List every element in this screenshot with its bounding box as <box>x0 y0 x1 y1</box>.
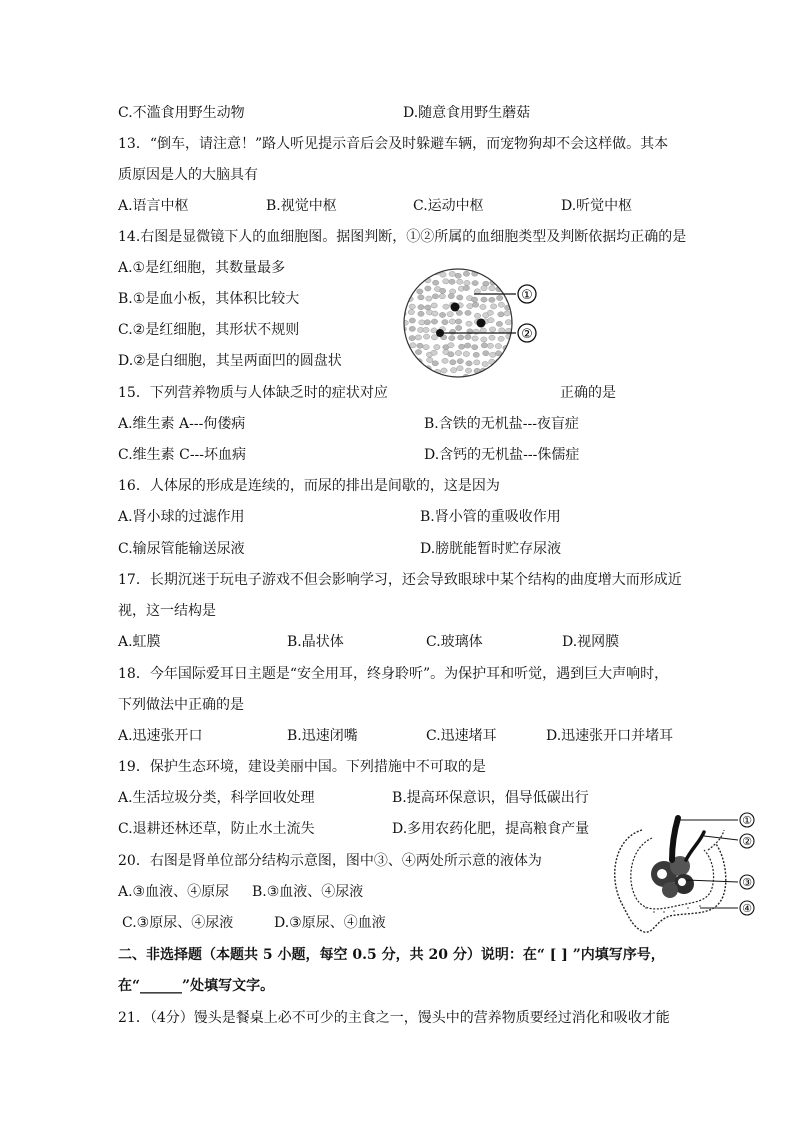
q15-option-d: D.含钙的无机盐---侏儒症 <box>424 447 580 463</box>
red-blood-cell <box>480 328 486 333</box>
q18-stem-line2: 下列做法中正确的是 <box>118 697 244 713</box>
red-blood-cell <box>464 343 470 348</box>
red-blood-cell <box>409 286 415 291</box>
red-blood-cell <box>506 271 512 276</box>
red-blood-cell <box>457 359 463 364</box>
red-blood-cell <box>503 286 509 291</box>
red-blood-cell <box>473 352 479 357</box>
red-blood-cell <box>497 271 503 276</box>
nephron-label-2: ② <box>742 835 752 848</box>
q16-stem: 16．人体尿的形成是连续的，而尿的排出是间歇的，这是因为 <box>118 478 500 494</box>
nephron-diagram <box>604 808 784 938</box>
q19-option-b: B.提高环保意识，倡导低碳出行 <box>392 790 589 806</box>
red-blood-cell <box>457 366 463 371</box>
red-blood-cell <box>426 296 432 301</box>
red-blood-cell <box>443 279 449 284</box>
red-blood-cell <box>410 375 416 378</box>
figure-label-1: ① <box>521 288 533 303</box>
red-blood-cell <box>409 326 415 331</box>
red-blood-cell <box>487 343 493 348</box>
red-blood-cell <box>410 359 416 364</box>
q16-option-a: A.肾小球的过滤作用 <box>118 509 245 525</box>
q19-stem: 19．保护生态环境，建设美丽中国。下列措施中不可取的是 <box>118 759 486 775</box>
red-blood-cell <box>458 344 464 349</box>
red-blood-cell <box>463 285 469 290</box>
red-blood-cell <box>432 294 438 299</box>
q19-option-a: A.生活垃圾分类，科学回收处理 <box>118 790 315 806</box>
red-blood-cell <box>409 304 415 309</box>
red-blood-cell <box>482 361 488 366</box>
section2-heading-line1: 二、非选择题（本题共 5 小题，每空 0.5 分，共 20 分）说明：在“ [ ] ”内填写序号， <box>118 947 665 963</box>
q13-option-c: C.运动中枢 <box>413 198 484 214</box>
nephron-label-1: ① <box>742 814 752 827</box>
red-blood-cell <box>490 304 496 309</box>
red-blood-cell <box>467 303 473 308</box>
red-blood-cell <box>400 326 406 331</box>
red-blood-cell <box>423 345 429 350</box>
q13-option-b: B.视觉中枢 <box>266 198 337 214</box>
q17-option-b: B.晶状体 <box>287 634 344 650</box>
section2-heading-line2: 在“______”处填写文字。 <box>118 978 275 994</box>
red-blood-cell <box>434 377 440 378</box>
red-blood-cell <box>472 302 478 307</box>
red-blood-cell <box>442 320 448 325</box>
q13-stem-line1: 13．“倒车，请注意！”路人听见提示音后会及时躲避车辆，而宠物狗却不会这样做。其本 <box>118 136 669 152</box>
q14-option-c: C.②是红细胞，其形状不规则 <box>118 322 300 338</box>
red-blood-cell <box>482 376 488 378</box>
q18-option-b: B.迅速闭嘴 <box>287 728 358 744</box>
q13-stem-line2: 质原因是人的大脑具有 <box>118 167 258 183</box>
red-blood-cell <box>455 319 461 324</box>
q14-option-a: A.①是红细胞，其数量最多 <box>118 260 286 276</box>
red-blood-cell <box>481 337 487 342</box>
white-blood-cell-nucleus <box>477 319 486 328</box>
red-blood-cell <box>401 302 407 307</box>
red-blood-cell <box>450 360 456 365</box>
figure-label-2: ② <box>521 327 533 342</box>
red-blood-cell <box>464 280 470 285</box>
red-blood-cell <box>448 343 454 348</box>
red-blood-cell <box>449 335 455 340</box>
red-blood-cell <box>439 312 445 317</box>
q18-option-c: C.迅速堵耳 <box>426 728 497 744</box>
red-blood-cell <box>431 319 437 324</box>
q17-option-d: D.视网膜 <box>562 634 620 650</box>
q16-option-c: C.输尿管能输送尿液 <box>118 541 245 557</box>
red-blood-cell <box>496 369 502 374</box>
red-blood-cell <box>431 350 437 355</box>
red-blood-cell <box>499 328 505 333</box>
red-blood-cell <box>443 304 449 309</box>
red-blood-cell <box>449 271 455 276</box>
red-blood-cell <box>442 358 448 363</box>
q17-option-a: A.虹膜 <box>118 634 161 650</box>
nephron-label-3: ③ <box>742 876 752 889</box>
red-blood-cell <box>418 295 424 300</box>
nephron-pointer-3 <box>686 880 738 882</box>
red-blood-cell <box>418 311 424 316</box>
red-blood-cell <box>483 351 489 356</box>
red-blood-cell <box>402 320 408 325</box>
red-blood-cell <box>457 279 463 284</box>
red-blood-cell <box>447 312 453 317</box>
red-blood-cell <box>496 321 502 326</box>
q17-option-c: C.玻璃体 <box>426 634 483 650</box>
red-blood-cell <box>400 334 405 339</box>
red-blood-cell <box>400 287 405 292</box>
red-blood-cell <box>511 273 517 278</box>
red-blood-cell <box>511 313 517 318</box>
red-blood-cell <box>504 279 510 284</box>
red-blood-cell <box>463 351 469 356</box>
red-blood-cell <box>488 318 494 323</box>
red-blood-cell <box>427 357 433 362</box>
red-blood-cell <box>465 310 471 315</box>
red-blood-cell <box>512 326 518 331</box>
red-blood-cell <box>448 294 454 299</box>
q16-option-d: D.膀胱能暂时贮存尿液 <box>420 541 562 557</box>
red-blood-cell <box>474 289 480 294</box>
red-blood-cell <box>402 279 408 284</box>
red-blood-cell <box>474 360 480 365</box>
q13-option-d: D.听觉中枢 <box>561 198 633 214</box>
q19-option-c: C.退耕还林还草，防止水土流失 <box>118 821 315 837</box>
red-blood-cell <box>449 279 455 284</box>
red-blood-cell <box>513 318 519 323</box>
red-blood-cell <box>408 271 414 276</box>
q18-option-d: D.迅速张开口并堵耳 <box>546 728 674 744</box>
red-blood-cell <box>505 320 511 325</box>
red-blood-cell <box>415 349 421 354</box>
q20-option-c: C.③原尿、④尿液 <box>122 915 234 931</box>
red-blood-cell <box>439 288 445 293</box>
q17-stem-line1: 17．长期沉迷于玩电子游戏不但会影响学习，还会导致眼球中某个结构的曲度增大而形成近 <box>118 572 682 588</box>
red-blood-cell <box>466 321 472 326</box>
q15-option-b: B.含铁的无机盐---夜盲症 <box>424 416 579 432</box>
red-blood-cell <box>409 318 415 323</box>
q15-stem: 15．下列营养物质与人体缺乏时的症状对应 <box>118 385 388 401</box>
red-blood-cell <box>489 335 495 340</box>
q20-option-b: B.③血液、④尿液 <box>252 884 364 900</box>
q12-option-d: D.随意食用野生蘑菇 <box>403 105 531 121</box>
q12-option-c: C.不滥食用野生动物 <box>118 105 245 121</box>
red-blood-cell <box>409 336 415 341</box>
red-blood-cell <box>490 369 496 374</box>
red-blood-cell <box>423 327 429 332</box>
nephron-label-4: ④ <box>742 902 752 915</box>
red-blood-cell <box>481 343 487 348</box>
red-blood-cell <box>498 302 504 307</box>
red-blood-cell <box>489 327 495 332</box>
red-blood-cell <box>415 335 421 340</box>
red-blood-cell <box>424 271 430 276</box>
red-blood-cell <box>487 310 493 315</box>
red-blood-cell <box>472 336 478 341</box>
red-blood-cell <box>418 305 424 310</box>
red-blood-cell <box>434 344 440 349</box>
red-blood-cell <box>449 329 455 334</box>
red-blood-cell <box>511 302 517 307</box>
q14-stem: 14.右图是显微镜下人的血细胞图。据图判断，①②所属的血细胞类型及判断依据均正确的是 <box>118 229 687 245</box>
q13-option-a: A.语言中枢 <box>118 198 189 214</box>
red-blood-cell <box>457 335 463 340</box>
red-blood-cell <box>401 272 407 277</box>
red-blood-cell <box>425 286 431 291</box>
red-blood-cell <box>415 273 421 278</box>
red-blood-cell <box>432 311 438 316</box>
red-blood-cell <box>409 279 415 284</box>
red-blood-cell <box>504 358 510 363</box>
q14-option-d: D.②是白细胞，其呈两面凹的圆盘状 <box>118 353 342 369</box>
red-blood-cell <box>463 271 469 276</box>
red-blood-cell <box>400 366 406 371</box>
red-blood-cell <box>471 297 477 302</box>
red-blood-cell <box>441 368 447 373</box>
red-blood-cell <box>400 341 406 346</box>
red-blood-cell <box>511 374 517 378</box>
red-blood-cell <box>511 359 517 364</box>
red-blood-cell <box>415 368 421 373</box>
q15-stem-end: 正确的是 <box>560 385 616 401</box>
q17-stem-line2: 视，这一结构是 <box>118 603 216 619</box>
q20-stem: 20．右图是肾单位部分结构示意图，图中③、④两处所示意的液体为 <box>118 853 542 869</box>
q15-option-c: C.维生素 C---坏血病 <box>118 447 247 463</box>
red-blood-cell <box>457 295 463 300</box>
red-blood-cell <box>489 286 495 291</box>
red-blood-cell <box>480 304 486 309</box>
red-blood-cell <box>495 279 501 284</box>
red-blood-cell <box>431 303 437 308</box>
red-blood-cell <box>490 375 496 378</box>
red-blood-cell <box>465 334 471 339</box>
blood-cell-micrograph <box>400 268 550 378</box>
red-blood-cell <box>449 319 455 324</box>
red-blood-cell <box>455 273 461 278</box>
red-blood-cell <box>491 271 497 276</box>
red-blood-cell <box>450 368 456 373</box>
red-blood-cell <box>439 294 445 299</box>
red-blood-cell <box>506 352 512 357</box>
q19-option-d: D.多用农药化肥，提高粮食产量 <box>392 821 590 837</box>
red-blood-cell <box>515 353 521 358</box>
red-blood-cell <box>481 286 487 291</box>
red-blood-cell <box>455 325 461 330</box>
q18-option-a: A.迅速张开口 <box>118 728 203 744</box>
red-blood-cell <box>495 343 501 348</box>
red-blood-cell <box>498 312 504 317</box>
afferent-arteriole <box>672 818 678 860</box>
red-blood-cell <box>423 334 429 339</box>
red-blood-cell <box>425 305 431 310</box>
red-blood-cell <box>408 366 414 371</box>
red-blood-cell <box>504 311 510 316</box>
q15-option-a: A.维生素 A---佝偻病 <box>118 416 246 432</box>
red-blood-cell <box>489 352 495 357</box>
red-blood-cell <box>496 295 502 300</box>
red-blood-cell <box>511 368 517 373</box>
red-blood-cell <box>498 336 504 341</box>
red-blood-cell <box>418 374 424 378</box>
red-blood-cell <box>410 343 416 348</box>
red-blood-cell <box>440 272 446 277</box>
red-blood-cell <box>495 374 501 378</box>
red-blood-cell <box>432 280 438 285</box>
red-blood-cell <box>512 342 518 347</box>
efferent-arteriole <box>686 832 704 860</box>
red-blood-cell <box>417 289 423 294</box>
red-blood-cell <box>449 289 455 294</box>
red-blood-cell <box>472 280 478 285</box>
q20-option-d: D.③原尿、④血液 <box>274 915 386 931</box>
red-blood-cell <box>431 335 437 340</box>
red-blood-cell <box>424 320 430 325</box>
red-blood-cell <box>403 374 409 378</box>
q14-option-b: B.①是血小板，其体积比较大 <box>118 291 300 307</box>
red-blood-cell <box>481 297 487 302</box>
red-blood-cell <box>448 352 454 357</box>
red-blood-cell <box>432 361 438 366</box>
red-blood-cell <box>417 343 423 348</box>
q18-stem-line1: 18．今年国际爱耳日主题是“安全用耳，终身聆听”。为保护耳和听觉，遇到巨大声响时， <box>118 666 669 682</box>
red-blood-cell <box>465 368 471 373</box>
red-blood-cell <box>400 352 406 357</box>
q20-option-a: A.③血液、④原尿 <box>118 884 230 900</box>
red-blood-cell <box>408 310 414 315</box>
red-blood-cell <box>400 295 406 300</box>
red-blood-cell <box>471 345 477 350</box>
q16-option-b: B.肾小管的重吸收作用 <box>420 509 561 525</box>
red-blood-cell <box>514 278 520 283</box>
red-blood-cell <box>455 350 461 355</box>
red-blood-cell <box>466 361 472 366</box>
q21-stem-line1: 21．（4分）馒头是餐桌上必不可少的主食之一，馒头中的营养物质要经过消化和吸收才能 <box>118 1010 670 1026</box>
red-blood-cell <box>489 297 495 302</box>
red-blood-cell <box>426 374 432 378</box>
red-blood-cell <box>506 369 512 374</box>
white-blood-cell-nucleus <box>451 303 460 312</box>
tubule-start <box>708 830 724 850</box>
red-blood-cell <box>400 360 406 365</box>
red-blood-cell <box>474 313 480 318</box>
red-blood-cell <box>504 374 510 378</box>
red-blood-cell <box>456 310 462 315</box>
